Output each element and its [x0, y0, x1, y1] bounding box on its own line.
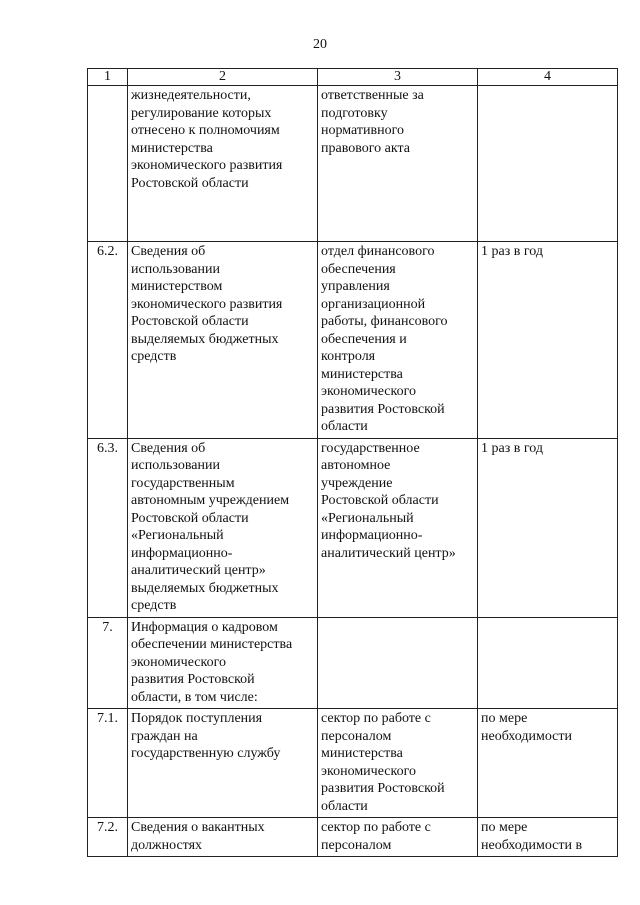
table-body: [88, 86, 618, 857]
item-period: [478, 86, 618, 242]
item-description: Сведения о вакантных должностях: [128, 818, 318, 857]
column-header-3: 3: [318, 69, 478, 86]
table-row: [88, 242, 618, 439]
table-header: [88, 69, 618, 86]
column-header-1: 1: [88, 69, 128, 86]
item-number: 7.1.: [88, 709, 128, 818]
item-number: 6.3.: [88, 438, 128, 617]
item-number: 7.2.: [88, 818, 128, 857]
item-number: 7.: [88, 617, 128, 709]
header-row: [88, 69, 618, 86]
item-responsible: сектор по работе с персоналом министерства экономического развития Ростовской области: [318, 709, 478, 818]
item-responsible: [318, 617, 478, 709]
column-header-2: 2: [128, 69, 318, 86]
document-table: [87, 68, 618, 857]
item-period: по мере необходимости в: [478, 818, 618, 857]
item-description: Сведения об использовании государственным автономным учреждением Ростовской области «Региональный информационно- аналитический центр» выделяемых бюджетных средств: [128, 438, 318, 617]
item-period: по мере необходимости: [478, 709, 618, 818]
item-description: Порядок поступления граждан на государственную службу: [128, 709, 318, 818]
column-header-4: 4: [478, 69, 618, 86]
table-row: [88, 709, 618, 818]
item-number: 6.2.: [88, 242, 128, 439]
item-period: [478, 617, 618, 709]
item-period: 1 раз в год: [478, 438, 618, 617]
table-row: [88, 438, 618, 617]
item-responsible: государственное автономное учреждение Ростовской области «Региональный информационно- аналитический центр»: [318, 438, 478, 617]
item-responsible: отдел финансового обеспечения управления организационной работы, финансового обеспечения и контроля министерства экономического развития Ростовской области: [318, 242, 478, 439]
item-period: 1 раз в год: [478, 242, 618, 439]
item-responsible: ответственные за подготовку нормативного правового акта: [318, 86, 478, 242]
table-row: [88, 86, 618, 242]
table-row: [88, 818, 618, 857]
item-description: Сведения об использовании министерством экономического развития Ростовской области выделяемых бюджетных средств: [128, 242, 318, 439]
page-number: 20: [313, 37, 327, 52]
item-number: [88, 86, 128, 242]
item-responsible: сектор по работе с персоналом: [318, 818, 478, 857]
item-description: жизнедеятельности, регулирование которых отнесено к полномочиям министерства экономического развития Ростовской области: [128, 86, 318, 242]
item-description: Информация о кадровом обеспечении министерства экономического развития Ростовской области, в том числе:: [128, 617, 318, 709]
table-row: [88, 617, 618, 709]
